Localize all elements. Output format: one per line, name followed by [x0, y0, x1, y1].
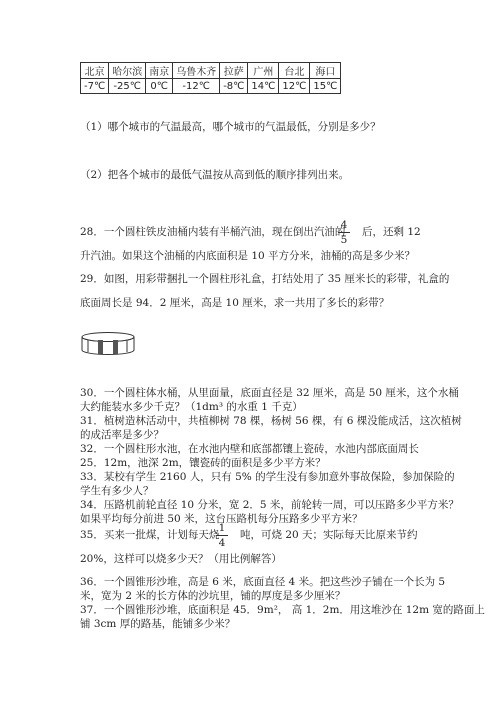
temp-cell: -25℃ — [109, 79, 146, 94]
problem-28-line1b: 后，还剩 12 — [362, 226, 421, 238]
cylinder-gift-box-figure — [80, 331, 136, 357]
fraction-bar — [338, 232, 350, 233]
temp-cell: 14℃ — [248, 79, 279, 94]
fraction-one-quarter — [216, 522, 228, 549]
problem-37-line1: 37．一个圆锥形沙堆，底面积是 45．9m²， 高 1．2m．用这堆沙在 12m 宽的路面上 — [80, 604, 485, 616]
fraction-four-fifths — [338, 219, 350, 246]
temp-cell: -12℃ — [173, 79, 220, 94]
problem-33-line1: 33．某校有学生 2160 人，只有 5% 的学生没有参加意外事故保险，参加保险的 — [80, 471, 455, 483]
fraction-numerator: 1 — [218, 522, 226, 534]
problem-29-line1: 29．如图，用彩带捆扎一个圆柱形礼盒，打结处用了 35 厘米长的彩带，礼盒的 — [80, 273, 450, 285]
problem-37-line2: 铺 3cm 厚的路基，能铺多少米？ — [80, 618, 236, 630]
city-cell: 台北 — [279, 63, 310, 79]
problem-33-line2: 学生有多少人？ — [80, 485, 154, 497]
problem-34-line1: 34．压路机前轮直径 10 分米，宽 2．5 米，前轮转一周，可以压路多少平方米？ — [80, 499, 459, 511]
problem-28-line1a: 28．一个圆柱铁皮油桶内装有半桶汽油，现在倒出汽油的 — [80, 226, 346, 238]
problem-28-line2: 升汽油。如果这个油桶的内底面积是 10 平方分米，油桶的高是多少米？ — [80, 250, 416, 262]
problem-30-line1: 30．一个圆柱体水桶，从里面量，底面直径是 32 厘米，高是 50 厘米，这个水桶 — [80, 387, 459, 399]
problem-30-line2: 大约能装水多少千克？（1dm³ 的水重 1 千克） — [80, 401, 303, 413]
city-cell: 南京 — [146, 63, 173, 79]
temp-cell: -7℃ — [81, 79, 109, 94]
problem-32-line1: 32．一个圆柱形水池，在水池内壁和底部都镶上瓷砖，水池内部底面周长 — [80, 443, 419, 455]
problem-32-line2: 25．12m，池深 2m，镶瓷砖的面积是多少平方米？ — [80, 457, 326, 469]
temperature-table — [80, 62, 341, 94]
problem-31-line1: 31．植树造林活动中，共植柳树 78 棵，杨树 56 棵，有 6 棵没能成活，这次植树 — [80, 415, 462, 427]
problem-34-line2: 如果平均每分前进 50 米，这台压路机每分压路多少平方米？ — [80, 513, 363, 525]
temp-cell: 15℃ — [310, 79, 341, 94]
problem-31-line2: 的成活率是多少？ — [80, 429, 164, 441]
temp-cell: 12℃ — [279, 79, 310, 94]
temp-cell: -8℃ — [220, 79, 248, 94]
city-cell: 乌鲁木齐 — [173, 63, 220, 79]
problem-29-line2: 底面周长是 94．2 厘米，高是 10 厘米，求一共用了多长的彩带？ — [80, 297, 390, 309]
problem-35-line1a: 35．买来一批煤，计划每天烧 — [80, 529, 220, 541]
problem-35-line2: 20%，这样可以烧多少天？（用比例解答） — [80, 553, 282, 565]
question-2: （2）把各个城市的最低气温按从高到低的顺序排列出来。 — [80, 169, 350, 181]
city-row — [81, 63, 341, 79]
fraction-numerator: 4 — [340, 219, 348, 231]
temp-cell: 0℃ — [146, 79, 173, 94]
problem-36-line1: 36．一个圆锥形沙堆，高是 6 米，底面直径 4 米。把这些沙子铺在一个长为 5 — [80, 576, 446, 588]
problem-36-line2: 米，宽为 2 米的长方体的沙坑里，铺的厚度是多少厘米？ — [80, 590, 346, 602]
city-cell: 北京 — [81, 63, 109, 79]
question-1: （1）哪个城市的气温最高，哪个城市的气温最低，分别是多少？ — [80, 121, 381, 133]
city-cell: 拉萨 — [220, 63, 248, 79]
problem-35-line1b: 吨，可烧 20 天；实际每天比原来节约 — [240, 529, 418, 541]
city-cell: 海口 — [310, 63, 341, 79]
temp-row — [81, 79, 341, 94]
fraction-bar — [216, 535, 228, 536]
city-cell: 广州 — [248, 63, 279, 79]
city-cell: 哈尔滨 — [109, 63, 146, 79]
fraction-denominator: 4 — [218, 537, 226, 549]
fraction-denominator: 5 — [340, 234, 348, 246]
